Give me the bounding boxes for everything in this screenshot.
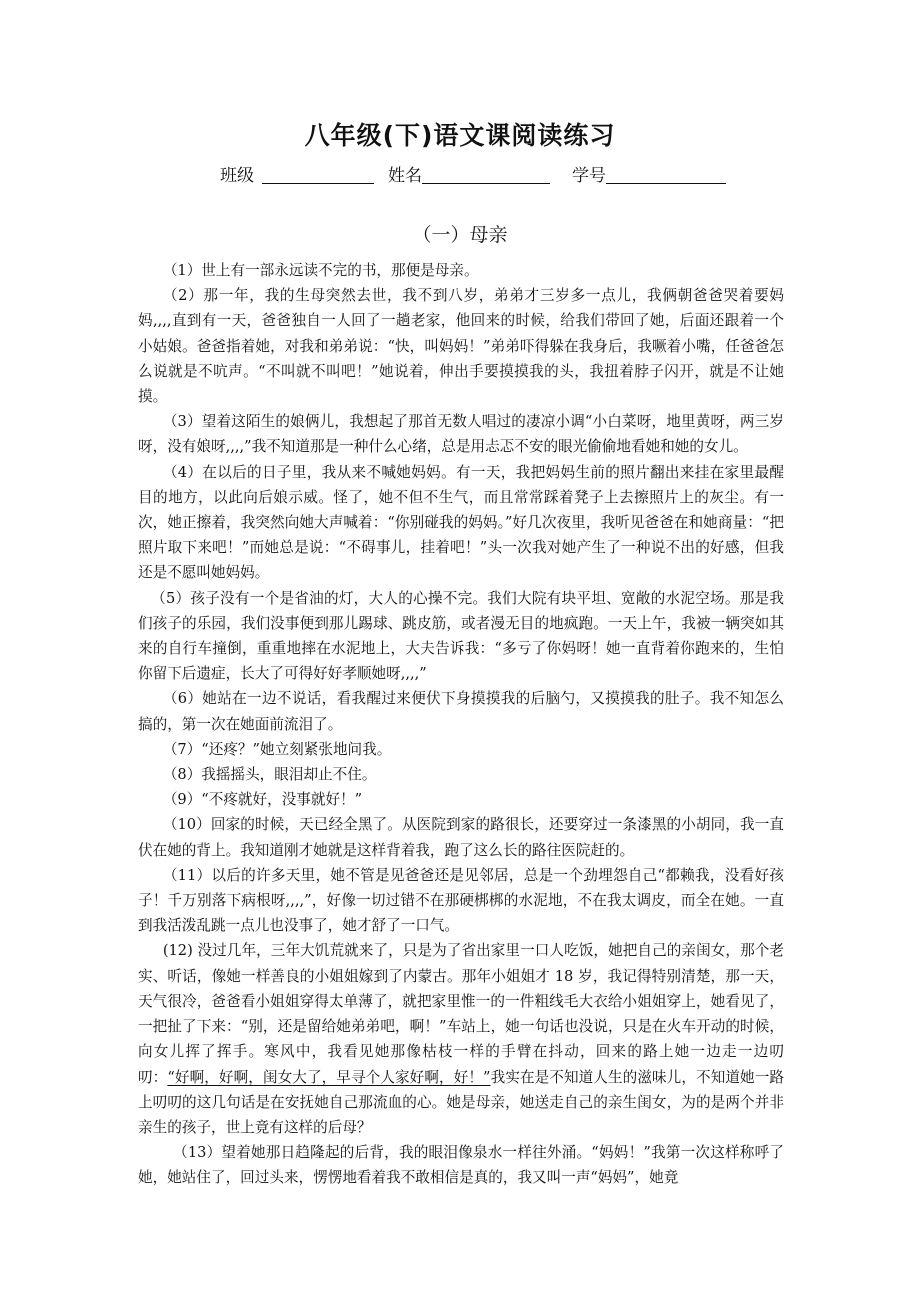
student-id-blank[interactable]: [606, 165, 726, 184]
paragraph-4: （4）在以后的日子里，我从来不喊她妈妈。有一天，我把妈妈生前的照片翻出来挂在家里最醒目的地方，以此向后娘示威。怪了，她不但不生气，而且常常踩着凳子上去擦照片上的灰尘。有一次，她正擦着，我突然向她大声喊着：“你别碰我的妈妈。”好几次夜里，我听见爸爸在和她商量：“把照片取下来吧！”而她总是说：“不碍事儿，挂着吧！”头一次我对她产生了一种说不出的好感，但我还是不愿叫她妈妈。: [138, 463, 784, 582]
paragraph-8: （8）我摇摇头，眼泪却止不住。: [162, 766, 377, 784]
underlined-quote: “好啊，好啊，闺女大了，早寻个人家好啊，好！”: [167, 1068, 491, 1086]
worksheet-title: 八年级(下)语文课阅读练习: [304, 121, 616, 150]
name-blank[interactable]: [422, 165, 550, 184]
reading-passage: [138, 258, 784, 1191]
class-label: 班级: [220, 166, 254, 186]
section-title: （一）母亲: [412, 224, 508, 246]
student-id-label: 学号: [572, 166, 606, 186]
student-info-row: [220, 160, 726, 186]
paragraph-12-text-after: 我实在是不知道人生的滋味儿，不知道她一路上叨叨的这几句话是在安抚她自己那流血的心。她是母亲，她送走自己的亲生闺女，为的是两个并非亲生的孩子，世上竟有这样的后母？: [138, 1068, 784, 1136]
paragraph-1: （1）世上有一部永远读不完的书，那便是母亲。: [162, 262, 479, 279]
paragraph-13: （13）望着她那日趋隆起的后背，我的眼泪像泉水一样往外涌。“妈妈！”我第一次这样称呼了她，她站住了，回过头来，愣愣地看着我不敢相信是真的，我又叫一声“妈妈”，她竟: [138, 1144, 784, 1187]
paragraph-6: （6）她站在一边不说话，看我醒过来便伏下身摸摸我的后脑勺，又摸摸我的肚子。我不知怎么搞的，第一次在她面前流泪了。: [138, 690, 784, 733]
paragraph-2: （2）那一年，我的生母突然去世，我不到八岁，弟弟才三岁多一点儿，我俩朝爸爸哭着要妈妈,,,,直到有一天，爸爸独自一人回了一趟老家，他回来的时候，给我们带回了她，后面还跟着一个小姑娘。爸爸指着她，对我和弟弟说：“快，叫妈妈！”弟弟吓得躲在我身后，我噘着小嘴，任爸爸怎么说就是不吭声。“不叫就不叫吧！”她说着，伸出手要摸摸我的头，我扭着脖子闪开，就是不让她摸。: [138, 287, 784, 406]
paragraph-9: （9）“不疼就好，没事就好！”: [162, 791, 363, 809]
name-label: 姓名: [388, 166, 422, 186]
paragraph-5: （5）孩子没有一个是省油的灯，大人的心操不完。我们大院有块平坦、宽敞的水泥空场。那是我们孩子的乐园，我们没事便到那儿踢球、跳皮筋，或者漫无目的地疯跑。一天上午，我被一辆突如其来的自行车撞倒，重重地摔在水泥地上，大夫告诉我：“多亏了你妈呀！她一直背着你跑来的，生怕你留下后遗症，长大了可得好好孝顺她呀,,,,”: [138, 589, 784, 683]
paragraph-3: （3）望着这陌生的娘俩儿，我想起了那首无数人唱过的凄凉小调“小白菜呀，地里黄呀，两三岁呀，没有娘呀,,,,”我不知道那是一种什么心绪，总是用忐忑不安的眼光偷偷地看她和她的女儿。: [138, 413, 784, 456]
paragraph-10: （10）回家的时候，天已经全黑了。从医院到家的路很长，还要穿过一条漆黑的小胡同，我一直伏在她的背上。我知道刚才她就是这样背着我，跑了这么长的路往医院赶的。: [138, 816, 784, 859]
class-blank[interactable]: [262, 165, 374, 184]
paragraph-12: [138, 938, 784, 1140]
paragraph-11: （11）以后的许多天里，她不管是见爸爸还是见邻居，总是一个劲埋怨自己“都赖我，没看好孩子！千万别落下病根呀,,,,”，好像一切过错不在那硬梆梆的水泥地，不在我太调皮，而全在她。一直到我活泼乱跳一点儿也没事了，她才舒了一口气。: [138, 866, 784, 935]
paragraph-7: （7）“还疼？”她立刻紧张地问我。: [162, 740, 392, 758]
paragraph-12-text-before: (12) 没过几年，三年大饥荒就来了，只是为了省出家里一口人吃饭，她把自己的亲闺女，那个老实、听话，像她一样善良的小姐姐嫁到了内蒙古。那年小姐姐才 18 岁，我记得特别清楚，那一天，天气很冷，爸爸看小姐姐穿得太单薄了，就把家里惟一的一件粗线毛大衣给小姐姐穿上，她看见了，一把扯了下来：“别，还是留给她弟弟吧，啊！”车站上，她一句话也没说，只是在火车开动的时候，向女儿挥了挥手。寒风中，我看见她那像枯枝一样的手臂在抖动，回来的路上她一边走一边叨叨：: [138, 942, 784, 1086]
